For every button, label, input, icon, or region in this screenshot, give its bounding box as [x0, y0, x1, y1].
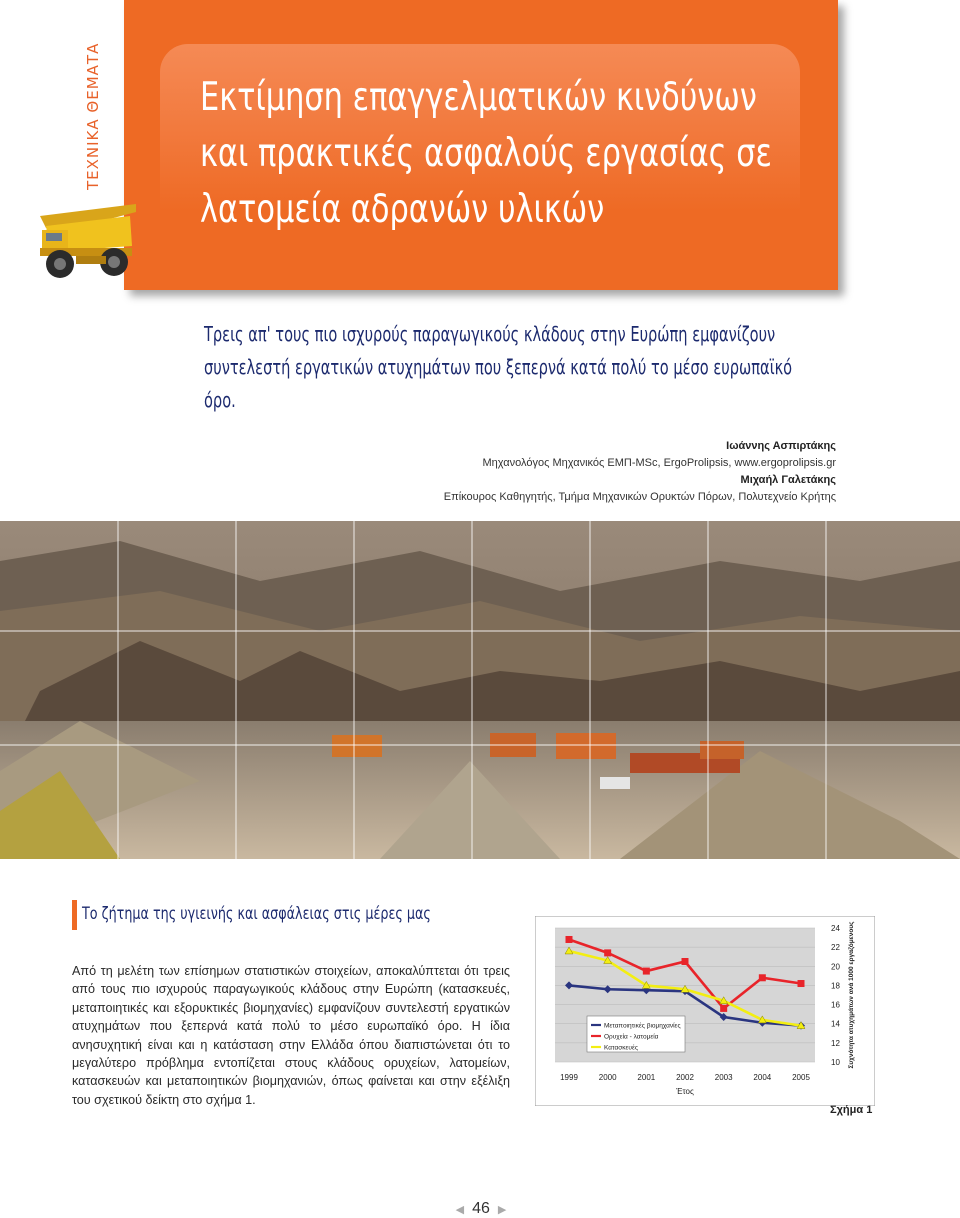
x-axis-label: Έτος [676, 1087, 694, 1096]
data-point [759, 974, 766, 981]
subtitle-line: Τρεις απ' τους πιο ισχυρούς παραγωγικούς κλάδους στην Ευρώπη εμφανίζουν [204, 322, 776, 346]
y-axis-label: Συχνότητα ατυχημάτων ανά 1000 εργαζόμενους [848, 921, 855, 1069]
title-line: λατομεία αδρανών υλικών [200, 187, 605, 232]
x-tick-label: 2000 [598, 1073, 617, 1082]
y-tick-label: 18 [831, 981, 840, 991]
y-tick-label: 22 [831, 943, 840, 953]
title-line: και πρακτικές ασφαλούς εργασίας σε [200, 131, 772, 176]
x-tick-label: 2004 [753, 1073, 772, 1082]
figure-caption: Σχήμα 1 [830, 1104, 873, 1116]
subtitle-line: συντελεστή εργατικών ατυχημάτων που ξεπερνά κατά πολύ το μέσο ευρωπαϊκό όρο. [204, 355, 793, 412]
data-point [604, 949, 611, 956]
author-name: Μιχαήλ Γαλετάκης [740, 474, 836, 486]
page-footer [446, 1200, 516, 1218]
section-side-label: ΤΕΧΝΙΚΑ ΘΕΜΑΤΑ [84, 42, 102, 190]
quarry-photo [0, 521, 960, 859]
dump-truck-illustration [36, 186, 140, 282]
prev-page-icon: ◀ [455, 1204, 465, 1216]
legend-label: Κατασκευές [604, 1044, 638, 1052]
data-point [643, 968, 650, 975]
article-subtitle [204, 318, 803, 417]
section-title-bar [72, 900, 77, 930]
section-title: Το ζήτημα της υγιεινής και ασφάλειας στις μέρες μας [82, 904, 431, 924]
y-tick-label: 12 [831, 1038, 840, 1048]
x-tick-label: 1999 [560, 1073, 578, 1082]
data-point [682, 958, 689, 965]
data-point [566, 936, 573, 943]
article-title [200, 70, 816, 238]
title-line: Εκτίμηση επαγγελματικών κινδύνων [200, 75, 757, 120]
author-role: Μηχανολόγος Μηχανικός ΕΜΠ-MSc, ErgoProlipsis, www.ergoprolipsis.gr [482, 457, 836, 469]
legend-label: Μεταποιητικές βιομηχανίες [604, 1022, 681, 1030]
data-point [798, 980, 805, 987]
x-tick-label: 2003 [714, 1073, 733, 1082]
x-tick-label: 2001 [637, 1073, 656, 1082]
y-tick-label: 16 [831, 1000, 840, 1010]
section-body: Από τη μελέτη των επίσημων στατιστικών στοιχείων, αποκαλύπτεται ότι τρεις από τους πιο ισχυρούς παραγωγικούς κλάδους στην Ευρώπη (κατασκευές, μεταποιητικές και εξορυκτικές βιομηχανίες) εμφανίζουν συντελεστή εργατικών ατυχημάτων που ξεπερνά κατά πολύ το μέσο ευρωπαϊκό όρο. Η ίδια ανησυχητική είναι και η κατάσταση στην Ελλάδα όπου διαπιστώνεται ότι το μεγαλύτερο πρόβλημα εντοπίζεται στους κλάδους ορυχείων, λατομείων, κατασκευών και μεταποιητικών βιομηχανιών, όπως φαίνεται και στην εξέλιξη του σχετικού δείκτη στο σχήμα 1. [72, 964, 510, 1107]
authors-block [444, 438, 836, 506]
legend-label: Ορυχεία - λατομεία [604, 1033, 659, 1041]
page-number: 46 [472, 1200, 490, 1217]
author-role: Επίκουρος Καθηγητής, Τμήμα Μηχανικών Ορυκτών Πόρων, Πολυτεχνείο Κρήτης [443, 491, 836, 503]
data-point [720, 1005, 727, 1012]
y-tick-label: 20 [831, 962, 840, 972]
y-tick-label: 24 [831, 924, 840, 933]
x-tick-label: 2002 [676, 1073, 694, 1082]
accident-frequency-chart [535, 916, 875, 1106]
x-tick-label: 2005 [792, 1073, 810, 1082]
next-page-icon: ▶ [497, 1204, 507, 1216]
y-tick-label: 14 [831, 1019, 840, 1029]
author-name: Ιωάννης Ασπιρτάκης [726, 440, 836, 452]
y-tick-label: 10 [831, 1058, 840, 1067]
